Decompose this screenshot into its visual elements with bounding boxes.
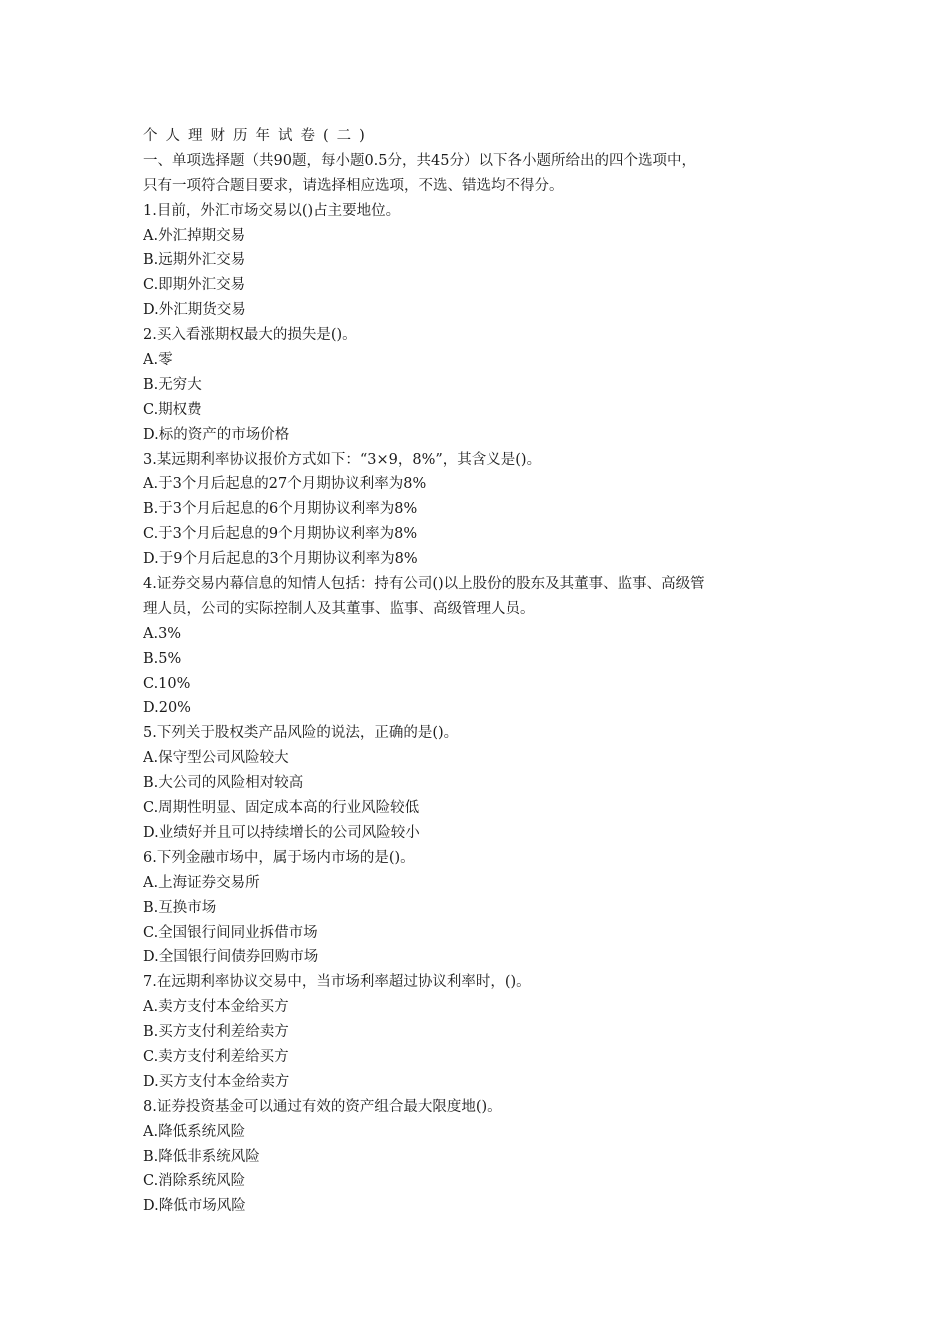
option-b: B.于3个月后起息的6个月期协议利率为8% (143, 501, 418, 518)
question-stem: 5.下列关于股权类产品风险的说法，正确的是()。 (143, 725, 459, 742)
option-a: A.上海证券交易所 (143, 874, 260, 891)
question-stem: 6.下列金融市场中，属于场内市场的是()。 (143, 849, 415, 866)
option-c: C.消除系统风险 (143, 1173, 246, 1190)
question-stem-line-2: 理人员，公司的实际控制人及其董事、监事、高级管理人员。 (143, 600, 535, 617)
question-4 (143, 572, 813, 721)
option-d: D.外汇期货交易 (143, 302, 246, 319)
question-6 (143, 846, 813, 970)
question-5 (143, 721, 813, 845)
question-stem-line-1: 4.证券交易内幕信息的知情人包括：持有公司()以上股份的股东及其董事、监事、高级管 (143, 576, 705, 593)
option-b: B.无穷大 (143, 376, 202, 393)
option-b: B.降低非系统风险 (143, 1148, 260, 1165)
question-stem: 7.在远期利率协议交易中，当市场利率超过协议利率时，()。 (143, 974, 531, 991)
question-stem: 1.目前，外汇市场交易以()占主要地位。 (143, 202, 401, 219)
option-a: A.3% (143, 625, 182, 642)
option-a: A.保守型公司风险较大 (143, 750, 289, 767)
option-a: A.于3个月后起息的27个月期协议利率为8% (143, 476, 427, 493)
option-b: B.5% (143, 650, 182, 667)
option-a: A.零 (143, 352, 173, 369)
option-d: D.买方支付本金给卖方 (143, 1073, 290, 1090)
option-b: B.远期外汇交易 (143, 252, 246, 269)
option-c: C.于3个月后起息的9个月期协议利率为8% (143, 526, 418, 543)
question-2 (143, 323, 813, 447)
option-d: D.全国银行间债券回购市场 (143, 949, 319, 966)
option-c: C.10% (143, 675, 191, 692)
question-1 (143, 199, 813, 323)
document-title: 个人理财历年试卷(二) (143, 128, 373, 144)
option-d: D.于9个月后起息的3个月期协议利率为8% (143, 551, 418, 568)
question-stem: 8.证券投资基金可以通过有效的资产组合最大限度地()。 (143, 1098, 502, 1115)
option-b: B.大公司的风险相对较高 (143, 775, 304, 792)
option-d: D.标的资产的市场价格 (143, 426, 290, 443)
question-7 (143, 970, 813, 1094)
question-stem: 3.某远期利率协议报价方式如下：“3×9，8%”，其含义是()。 (143, 451, 542, 468)
exam-document (143, 124, 813, 1219)
instructions-line-1: 一、单项选择题（共90题，每小题0.5分，共45分）以下各小题所给出的四个选项中， (143, 152, 696, 169)
option-c: C.周期性明显、固定成本高的行业风险较低 (143, 800, 420, 817)
option-b: B.买方支付利差给卖方 (143, 1024, 289, 1041)
option-c: C.即期外汇交易 (143, 277, 246, 294)
option-c: C.卖方支付利差给买方 (143, 1048, 289, 1065)
option-a: A.降低系统风险 (143, 1123, 246, 1140)
option-d: D.20% (143, 700, 191, 717)
option-a: A.卖方支付本金给买方 (143, 999, 289, 1016)
option-d: D.业绩好并且可以持续增长的公司风险较小 (143, 824, 420, 841)
option-b: B.互换市场 (143, 899, 217, 916)
question-3 (143, 448, 813, 572)
option-c: C.期权费 (143, 401, 202, 418)
question-stem: 2.买入看涨期权最大的损失是()。 (143, 327, 357, 344)
instructions-line-2: 只有一项符合题目要求，请选择相应选项，不选、错选均不得分。 (143, 177, 564, 194)
option-a: A.外汇掉期交易 (143, 227, 246, 244)
option-d: D.降低市场风险 (143, 1198, 246, 1215)
question-8 (143, 1095, 813, 1219)
option-c: C.全国银行间同业拆借市场 (143, 924, 318, 941)
